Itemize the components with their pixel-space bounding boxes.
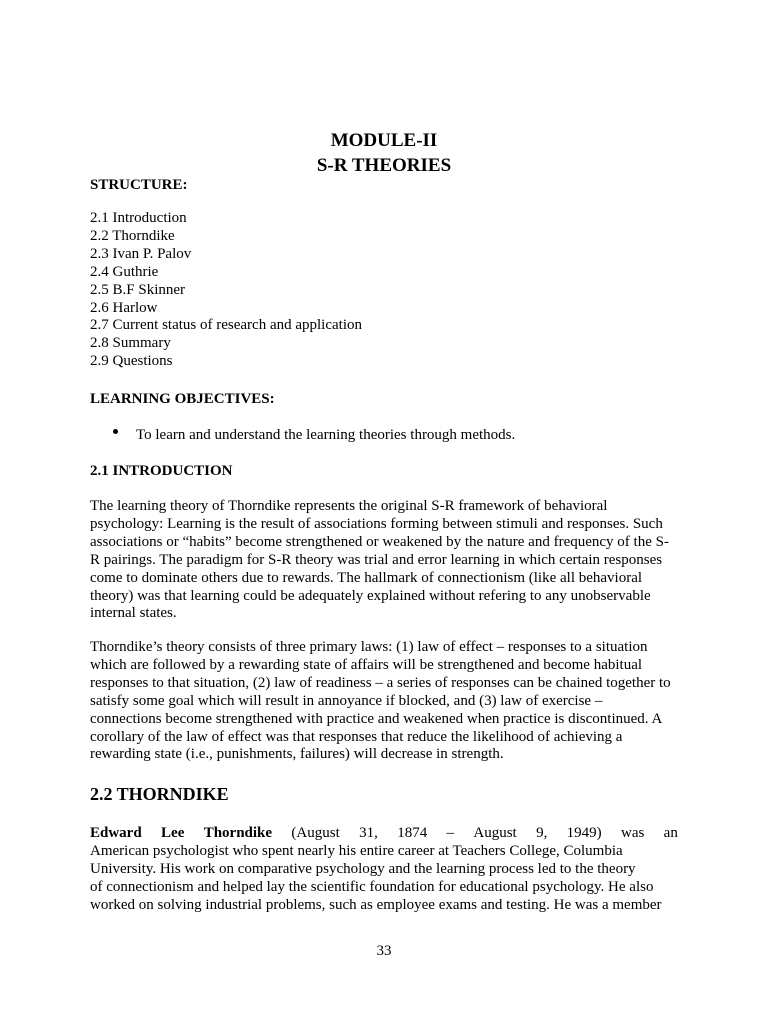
toc-item: 2.8 Summary: [90, 335, 171, 352]
text-line: [90, 825, 678, 843]
text-line: theory) was that learning could be adequately explained without refering to any unobservable: [90, 587, 651, 604]
toc-item: 2.3 Ivan P. Palov: [90, 245, 192, 262]
thorndike-heading: 2.2 THORNDIKE: [90, 784, 229, 804]
text-line: responses to that situation, (2) law of readiness – a series of responses can be chained together to: [90, 674, 671, 691]
table-of-contents: [90, 210, 362, 371]
toc-item: 2.6 Harlow: [90, 299, 158, 316]
text-line: which are followed by a rewarding state of affairs will be strengthened and become habitual: [90, 656, 643, 673]
text-line: American psychologist who spent nearly his entire career at Teachers College, Columbia: [90, 842, 623, 859]
text-line: associations or “habits” become strengthened or weakened by the nature and frequency of the S-: [90, 533, 669, 550]
text-line: satisfy some goal which will result in annoyance if blocked, and (3) law of exercise –: [90, 692, 603, 709]
text-line: psychology: Learning is the result of associations forming between stimuli and responses. Such: [90, 515, 663, 532]
word: 1949): [566, 825, 602, 841]
word: (August: [291, 825, 340, 841]
toc-item: 2.4 Guthrie: [90, 263, 159, 280]
toc-item: 2.7 Current status of research and application: [90, 317, 362, 334]
structure-heading: STRUCTURE:: [90, 177, 188, 193]
intro-paragraph-1: [90, 498, 678, 623]
word: was: [621, 825, 645, 841]
word: 31,: [359, 825, 378, 841]
toc-item: 2.5 B.F Skinner: [90, 281, 186, 298]
word: Lee: [161, 825, 185, 841]
module-title: MODULE-II: [330, 130, 438, 151]
word: Thorndike: [203, 825, 273, 841]
word: an: [663, 825, 678, 841]
word: 9,: [536, 825, 548, 841]
text-line: of connectionism and helped lay the scientific foundation for educational psychology. He also: [90, 878, 654, 895]
text-line: rewarding state (i.e., punishments, failures) will decrease in strength.: [90, 746, 504, 763]
thorndike-paragraph: [90, 825, 678, 915]
word: August: [473, 825, 517, 841]
intro-paragraph-2: [90, 639, 678, 764]
text-line: Thorndike’s theory consists of three primary laws: (1) law of effect – responses to a situation: [90, 639, 648, 655]
text-line: University. His work on comparative psychology and the learning process led to the theory: [90, 860, 636, 877]
bullet-icon: [113, 429, 118, 434]
objective-item: To learn and understand the learning theories through methods.: [136, 427, 516, 443]
toc-item: 2.9 Questions: [90, 353, 173, 370]
intro-heading: 2.1 INTRODUCTION: [90, 463, 233, 479]
module-subtitle: S-R THEORIES: [316, 155, 452, 176]
text-line: R pairings. The paradigm for S-R theory was trial and error learning in which certain responses: [90, 551, 663, 568]
word: –: [446, 825, 455, 841]
toc-item: 2.2 Thorndike: [90, 227, 175, 244]
toc-item: 2.1 Introduction: [90, 210, 187, 226]
text-line: internal states.: [90, 605, 177, 622]
text-line: connections become strengthened with practice and weakened when practice is discontinued. A: [90, 710, 663, 727]
text-line: worked on solving industrial problems, such as employee exams and testing. He was a member: [90, 896, 662, 913]
text-line: corollary of the law of effect was that responses that reduce the likelihood of achieving a: [90, 728, 623, 745]
text-line: The learning theory of Thorndike represents the original S-R framework of behavioral: [90, 498, 608, 514]
word: 1874: [397, 825, 428, 841]
text-line: come to dominate others due to rewards. The hallmark of connectionism (like all behavioral: [90, 569, 643, 586]
objectives-heading: LEARNING OBJECTIVES:: [90, 391, 275, 407]
page-number: 33: [376, 943, 392, 959]
word: Edward: [90, 825, 142, 841]
